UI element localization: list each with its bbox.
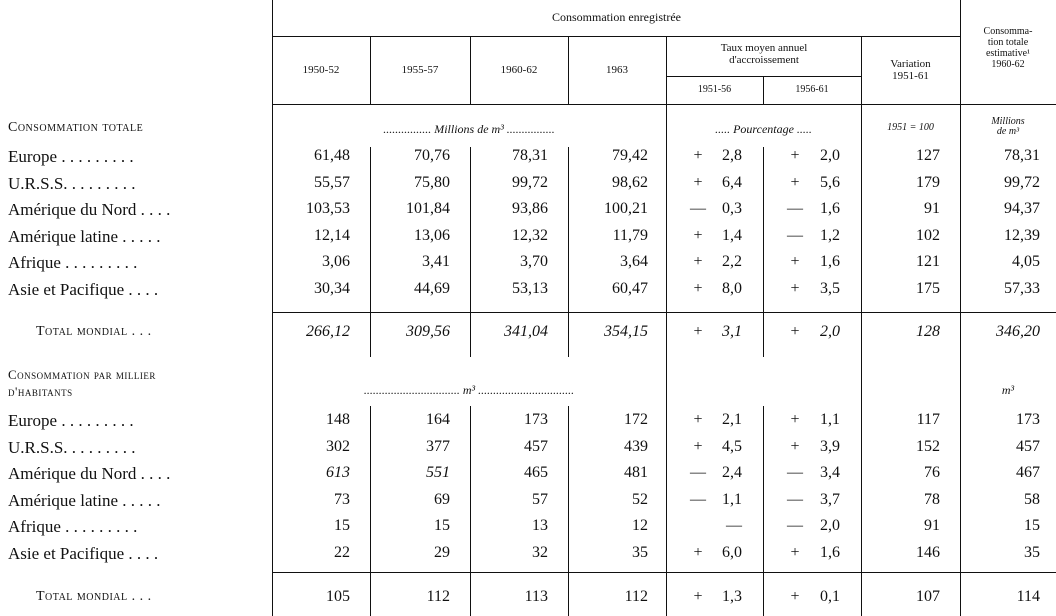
- growth-sign-1: +: [693, 173, 703, 191]
- cell-value: 13,06: [414, 226, 450, 244]
- variation-value: 91: [924, 517, 940, 535]
- variation-value: 175: [916, 280, 940, 297]
- growth-sign-2: —: [787, 517, 803, 535]
- header-period-2: 1955-57: [401, 64, 439, 76]
- header-consumption-recorded: Consommation enregistrée: [552, 10, 681, 24]
- growth-value-2: 1,6: [820, 544, 840, 561]
- cell-value: 12: [632, 517, 648, 535]
- estimated-value: 173: [1016, 411, 1040, 428]
- growth-sign-2: +: [790, 411, 800, 428]
- cell-value: 551: [426, 464, 450, 482]
- growth-value-2: 2,0: [820, 323, 840, 340]
- growth-value-2: 3,7: [820, 490, 840, 508]
- cell-value: 3,06: [322, 253, 350, 271]
- growth-value-2: 2,0: [820, 147, 840, 164]
- estimated-value: 57,33: [1004, 280, 1040, 297]
- growth-value-1: 2,2: [722, 253, 742, 271]
- cell-value: 29: [434, 544, 450, 561]
- body-divider-f: [470, 406, 471, 616]
- cell-value: 13: [532, 517, 548, 535]
- cell-value: 613: [326, 464, 350, 482]
- growth-value-1: 2,4: [722, 464, 742, 482]
- growth-sign-2: +: [790, 437, 800, 455]
- cell-value: 32: [532, 544, 548, 561]
- estimated-value: 114: [1016, 588, 1040, 605]
- growth-sign-2: +: [790, 280, 800, 297]
- body-divider-e: [370, 406, 371, 616]
- variation-value: 121: [916, 253, 940, 271]
- growth-value-2: 1,6: [820, 253, 840, 271]
- variation-value: 127: [916, 147, 940, 164]
- estimated-value: 35: [1024, 544, 1040, 561]
- row-label: Asie et Pacifique . . . .: [8, 280, 159, 299]
- growth-sign-1: —: [690, 464, 706, 482]
- header-period-4: 1963: [606, 64, 628, 76]
- cell-value: 105: [326, 588, 350, 605]
- growth-value-1: —: [726, 517, 742, 535]
- growth-value-2: 3,9: [820, 437, 840, 455]
- cell-value: 173: [524, 411, 548, 428]
- cell-value: 44,69: [414, 280, 450, 297]
- section2-title-line1: Consommation par millier: [8, 367, 156, 382]
- section2-title-line2: d'habitants: [8, 384, 73, 399]
- cell-value: 79,42: [612, 147, 648, 164]
- growth-sign-1: +: [693, 147, 703, 164]
- body-divider-g: [568, 406, 569, 616]
- row-label: U.R.S.S. . . . . . . . .: [8, 437, 136, 457]
- growth-sign-1: —: [690, 200, 706, 218]
- row-label-total: Total mondial . . .: [36, 324, 152, 339]
- growth-sign-2: +: [790, 544, 800, 561]
- cell-value: 457: [524, 437, 548, 455]
- cell-value: 12,14: [314, 226, 350, 244]
- section2-unit-est: m³: [1001, 383, 1015, 397]
- growth-sign-1: +: [693, 226, 703, 244]
- growth-sign-2: +: [790, 173, 800, 191]
- growth-value-1: 8,0: [722, 280, 742, 297]
- estimated-value: 467: [1016, 464, 1040, 482]
- cell-value: 113: [524, 588, 548, 605]
- cell-value: 3,64: [620, 253, 648, 271]
- section1-unit-main: ................ Millions de m³ ................: [383, 122, 555, 136]
- cell-value: 70,76: [414, 147, 450, 164]
- section1-unit-var: 1951 = 100: [887, 122, 934, 133]
- growth-sign-2: +: [790, 253, 800, 271]
- header-growth-rate: Taux moyen annuel d'accroissement: [720, 42, 808, 67]
- variation-value: 91: [924, 200, 940, 218]
- variation-value: 128: [916, 323, 940, 340]
- growth-value-2: 1,6: [820, 200, 840, 218]
- cell-value: 60,47: [612, 280, 648, 297]
- cell-value: 11,79: [612, 226, 648, 244]
- growth-sign-2: —: [787, 200, 803, 218]
- section1-unit-pct: ..... Pourcentage .....: [715, 122, 812, 136]
- cell-value: 309,56: [406, 323, 450, 340]
- total-rule-1: [272, 312, 1056, 313]
- variation-value: 102: [916, 226, 940, 244]
- variation-value: 107: [916, 588, 940, 605]
- cell-value: 61,48: [314, 147, 350, 164]
- section2-unit-main: ................................ m³ ................................: [363, 383, 575, 397]
- variation-value: 117: [916, 411, 940, 428]
- cell-value: 148: [326, 411, 350, 428]
- cell-value: 12,32: [512, 226, 548, 244]
- growth-value-1: 4,5: [722, 437, 742, 455]
- growth-sign-1: —: [690, 490, 706, 508]
- header-rule-2: [666, 76, 862, 77]
- header-estimated: Consomma- tion totale estimative¹ 1960-62: [983, 26, 1033, 70]
- growth-sign-1: +: [693, 323, 703, 340]
- cell-value: 354,15: [604, 323, 648, 340]
- row-label: Asie et Pacifique . . . .: [8, 544, 159, 563]
- growth-value-1: 1,1: [722, 490, 742, 508]
- growth-value-2: 0,1: [820, 588, 840, 605]
- cell-value: 302: [326, 437, 350, 455]
- total-rule-2: [272, 572, 1056, 573]
- cell-value: 341,04: [504, 323, 548, 340]
- cell-value: 172: [624, 411, 648, 428]
- growth-sign-1: +: [693, 280, 703, 297]
- cell-value: 112: [624, 588, 648, 605]
- growth-value-2: 2,0: [820, 517, 840, 535]
- cell-value: 103,53: [306, 200, 350, 218]
- growth-sign-2: +: [790, 588, 800, 605]
- cell-value: 53,13: [512, 280, 548, 297]
- col-divider-7: [960, 0, 961, 616]
- growth-value-2: 3,4: [820, 464, 840, 482]
- cell-value: 439: [624, 437, 648, 455]
- variation-value: 146: [916, 544, 940, 561]
- cell-value: 164: [426, 411, 450, 428]
- estimated-value: 94,37: [1004, 200, 1040, 218]
- estimated-value: 58: [1024, 490, 1040, 508]
- cell-value: 481: [624, 464, 648, 482]
- header-growth-period-1: 1951-56: [697, 84, 732, 95]
- cell-value: 52: [632, 490, 648, 508]
- cell-value: 78,31: [512, 147, 548, 164]
- growth-value-2: 3,5: [820, 280, 840, 297]
- growth-value-1: 6,4: [722, 173, 742, 191]
- growth-value-1: 3,1: [722, 323, 742, 340]
- header-growth-period-2: 1956-61: [795, 84, 829, 95]
- growth-value-1: 0,3: [722, 200, 742, 218]
- cell-value: 35: [632, 544, 648, 561]
- row-label: Afrique . . . . . . . . .: [8, 517, 138, 537]
- growth-sign-1: +: [693, 411, 703, 428]
- growth-value-1: 1,3: [722, 588, 742, 605]
- cell-value: 112: [426, 588, 450, 605]
- cell-value: 99,72: [512, 173, 548, 191]
- cell-value: 3,41: [422, 253, 450, 271]
- estimated-value: 78,31: [1004, 147, 1040, 164]
- row-label: Amérique du Nord . . . .: [8, 464, 171, 484]
- cell-value: 100,21: [604, 200, 648, 218]
- cell-value: 55,57: [314, 173, 350, 191]
- row-label: Amérique latine . . . . .: [8, 226, 161, 246]
- growth-value-1: 2,1: [722, 411, 742, 428]
- growth-value-1: 2,8: [722, 147, 742, 164]
- section1-unit-est: Millions de m³: [991, 116, 1025, 137]
- cell-value: 15: [334, 517, 350, 535]
- growth-value-1: 6,0: [722, 544, 742, 561]
- cell-value: 266,12: [306, 323, 350, 340]
- growth-value-1: 1,4: [722, 226, 742, 244]
- growth-value-2: 1,2: [820, 226, 840, 244]
- variation-value: 78: [924, 490, 940, 508]
- cell-value: 3,70: [520, 253, 548, 271]
- cell-value: 57: [532, 490, 548, 508]
- header-rule-1: [272, 36, 961, 37]
- header-period-1: 1950-52: [302, 64, 340, 76]
- cell-value: 377: [426, 437, 450, 455]
- growth-value-2: 1,1: [820, 411, 840, 428]
- cell-value: 69: [434, 490, 450, 508]
- row-label: Europe . . . . . . . . .: [8, 147, 134, 166]
- header-rule-3: [272, 104, 1056, 105]
- growth-sign-2: —: [787, 226, 803, 244]
- body-divider-h: [763, 406, 764, 616]
- estimated-value: 346,20: [996, 323, 1040, 340]
- section1-title: Consommation totale: [8, 120, 144, 135]
- cell-value: 30,34: [314, 280, 350, 297]
- estimated-value: 99,72: [1004, 173, 1040, 191]
- estimated-value: 15: [1024, 517, 1040, 535]
- growth-value-2: 5,6: [820, 173, 840, 191]
- growth-sign-1: +: [693, 588, 703, 605]
- body-divider-d: [763, 147, 764, 357]
- growth-sign-1: +: [693, 437, 703, 455]
- growth-sign-1: +: [693, 253, 703, 271]
- row-label: U.R.S.S. . . . . . . . .: [8, 173, 136, 193]
- growth-sign-2: —: [787, 464, 803, 482]
- variation-value: 179: [916, 173, 940, 191]
- estimated-value: 12,39: [1004, 226, 1040, 244]
- cell-value: 93,86: [512, 200, 548, 218]
- cell-value: 75,80: [414, 173, 450, 191]
- growth-sign-2: +: [790, 323, 800, 340]
- cell-value: 22: [334, 544, 350, 561]
- header-variation: Variation 1951-61: [890, 58, 931, 83]
- growth-sign-2: +: [790, 147, 800, 164]
- cell-value: 101,84: [406, 200, 450, 218]
- row-label: Afrique . . . . . . . . .: [8, 253, 138, 273]
- growth-sign-2: —: [787, 490, 803, 508]
- cell-value: 465: [524, 464, 548, 482]
- row-label: Amérique du Nord . . . .: [8, 200, 171, 220]
- cell-value: 98,62: [612, 173, 648, 191]
- estimated-value: 4,05: [1012, 253, 1040, 271]
- growth-sign-1: +: [693, 544, 703, 561]
- row-label: Europe . . . . . . . . .: [8, 411, 134, 430]
- header-period-3: 1960-62: [500, 64, 538, 76]
- variation-value: 76: [924, 464, 940, 482]
- cell-value: 15: [434, 517, 450, 535]
- estimated-value: 457: [1016, 437, 1040, 455]
- cell-value: 73: [334, 490, 350, 508]
- row-label: Amérique latine . . . . .: [8, 490, 161, 510]
- variation-value: 152: [916, 437, 940, 455]
- row-label-total: Total mondial . . .: [36, 589, 152, 604]
